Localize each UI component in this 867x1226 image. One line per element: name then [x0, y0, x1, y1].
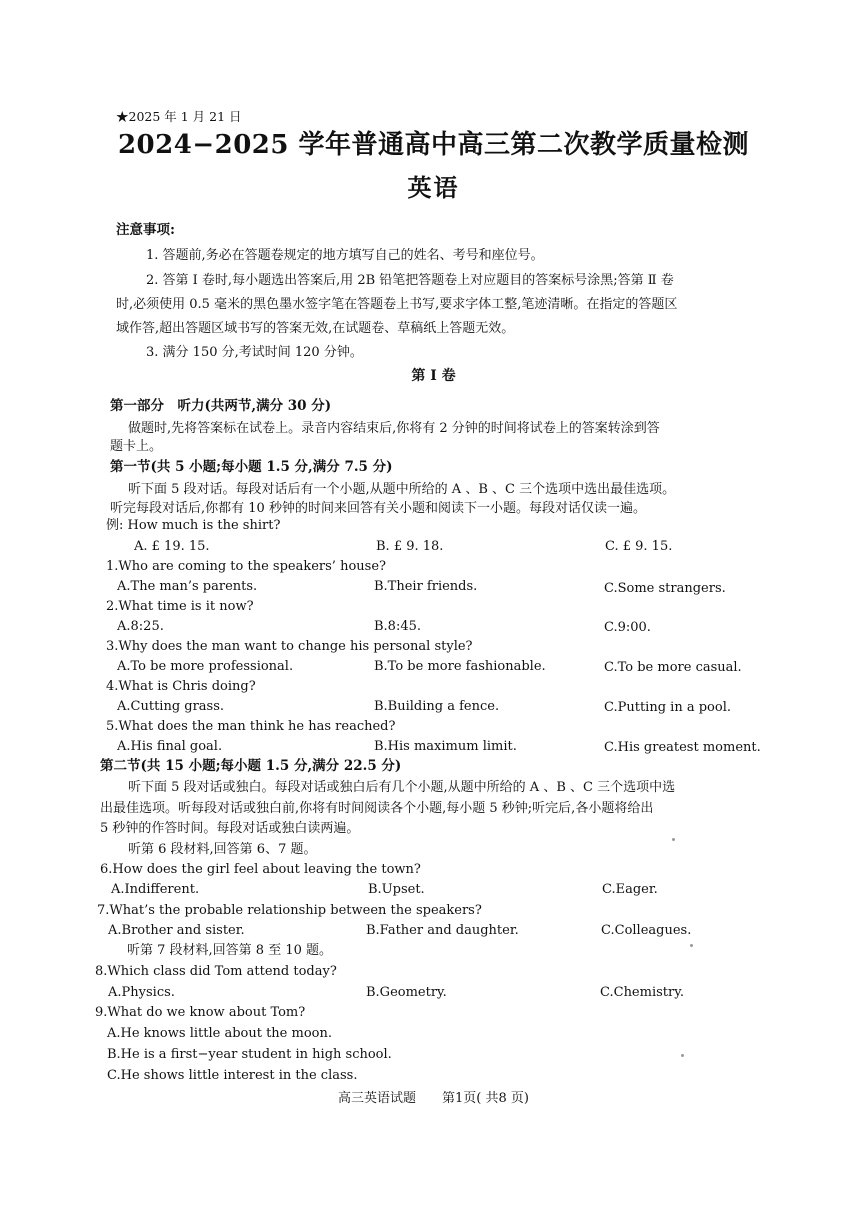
q4-option-a: A.Cutting grass. [117, 699, 225, 714]
section1-heading: 第一节(共 5 小题;每小题 1.5 分,满分 7.5 分) [110, 459, 393, 475]
notice-item-2: 2. 答第 Ⅰ 卷时,每小题选出答案后,用 2B 铅笔把答题卷上对应题目的答案标号涂黑;答第 Ⅱ 卷 [146, 273, 674, 288]
part1-intro-1: 做题时,先将答案标在试卷上。录音内容结束后,你将有 2 分钟的时间将试卷上的答案转涂到答 [128, 421, 660, 436]
q9-option-a: A.He knows little about the moon. [107, 1026, 332, 1041]
q3-text: 3.Why does the man want to change his personal style? [106, 639, 473, 654]
q1-option-b: B.Their friends. [374, 579, 478, 594]
q8-option-b: B.Geometry. [366, 985, 447, 1000]
notice-item-2-cont2: 域作答,超出答题区域书写的答案无效,在试题卷、草稿纸上答题无效。 [116, 321, 515, 336]
material-6-note: 听第 6 段材料,回答第 6、7 题。 [128, 842, 317, 857]
scan-speck [681, 1054, 684, 1057]
example-option-b: B. £ 9. 18. [376, 539, 444, 554]
q2-option-b: B.8:45. [374, 619, 422, 634]
section2-instr-3: 5 秒钟的作答时间。每段对话或独白读两遍。 [100, 821, 360, 836]
q9-option-c: C.He shows little interest in the class. [107, 1068, 358, 1083]
exam-date: ★2025 年 1 月 21 日 [116, 109, 242, 124]
q6-option-b: B.Upset. [368, 882, 425, 897]
q2-option-a: A.8:25. [117, 619, 164, 634]
q1-text: 1.Who are coming to the speakers’ house? [106, 559, 386, 574]
section2-instr-1: 听下面 5 段对话或独白。每段对话或独白后有几个小题,从题中所给的 A 、B 、C 三个选项中选 [128, 780, 676, 795]
q1-option-c: C.Some strangers. [604, 581, 726, 596]
material-7-note: 听第 7 段材料,回答第 8 至 10 题。 [127, 943, 333, 958]
q3-option-c: C.To be more casual. [604, 660, 742, 675]
scan-speck [672, 838, 675, 841]
q2-text: 2.What time is it now? [106, 599, 254, 614]
part1-intro-2: 题卡上。 [110, 439, 163, 454]
notice-heading: 注意事项: [116, 222, 175, 238]
q3-option-a: A.To be more professional. [117, 659, 294, 674]
q8-option-c: C.Chemistry. [600, 985, 684, 1000]
q5-option-a: A.His final goal. [117, 739, 223, 754]
q6-text: 6.How does the girl feel about leaving the town? [100, 862, 421, 877]
notice-item-1: 1. 答题前,务必在答题卷规定的地方填写自己的姓名、考号和座位号。 [146, 248, 544, 263]
q5-option-b: B.His maximum limit. [374, 739, 517, 754]
section2-heading: 第二节(共 15 小题;每小题 1.5 分,满分 22.5 分) [100, 758, 402, 774]
example-question: 例: How much is the shirt? [106, 518, 281, 533]
q5-text: 5.What does the man think he has reached? [106, 719, 396, 734]
section1-instr-1: 听下面 5 段对话。每段对话后有一个小题,从题中所给的 A 、B 、C 三个选项中选出最佳选项。 [128, 482, 676, 497]
q2-option-c: C.9:00. [604, 620, 651, 635]
notice-item-2-cont: 时,必须使用 0.5 毫米的黑色墨水签字笔在答题卷上书写,要求字体工整,笔迹清晰。在指定的答题区 [116, 297, 678, 312]
volume-heading: 第 Ⅰ 卷 [411, 368, 456, 384]
exam-title: 2024−2025 学年普通高中高三第二次教学质量检测 [117, 130, 750, 160]
section2-instr-2: 出最佳选项。听每段对话或独白前,你将有时间阅读各个小题,每小题 5 秒钟;听完后,各小题将给出 [100, 801, 654, 816]
q7-option-b: B.Father and daughter. [366, 923, 519, 938]
q4-text: 4.What is Chris doing? [106, 679, 256, 694]
q6-option-c: C.Eager. [602, 882, 658, 897]
q8-text: 8.Which class did Tom attend today? [95, 964, 337, 979]
q4-option-b: B.Building a fence. [374, 699, 500, 714]
q7-text: 7.What’s the probable relationship between the speakers? [97, 903, 482, 918]
q8-option-a: A.Physics. [108, 985, 175, 1000]
page-footer: 高三英语试题 第1页( 共8 页) [338, 1091, 529, 1106]
notice-item-3: 3. 满分 150 分,考试时间 120 分钟。 [146, 345, 363, 360]
scan-speck [690, 944, 693, 947]
q4-option-c: C.Putting in a pool. [604, 700, 731, 715]
q6-option-a: A.Indifferent. [111, 882, 200, 897]
q7-option-c: C.Colleagues. [601, 923, 692, 938]
part1-heading: 第一部分 听力(共两节,满分 30 分) [110, 398, 332, 414]
section1-instr-2: 听完每段对话后,你都有 10 秒钟的时间来回答有关小题和阅读下一小题。每段对话仅读一遍。 [110, 501, 646, 516]
example-option-a: A. £ 19. 15. [134, 539, 210, 554]
q7-option-a: A.Brother and sister. [108, 923, 245, 938]
q1-option-a: A.The man’s parents. [117, 579, 258, 594]
exam-subject: 英语 [407, 173, 460, 202]
q9-text: 9.What do we know about Tom? [95, 1005, 306, 1020]
example-option-c: C. £ 9. 15. [605, 539, 673, 554]
q3-option-b: B.To be more fashionable. [374, 659, 546, 674]
q5-option-c: C.His greatest moment. [604, 740, 761, 755]
q9-option-b: B.He is a first−year student in high school. [107, 1047, 392, 1062]
